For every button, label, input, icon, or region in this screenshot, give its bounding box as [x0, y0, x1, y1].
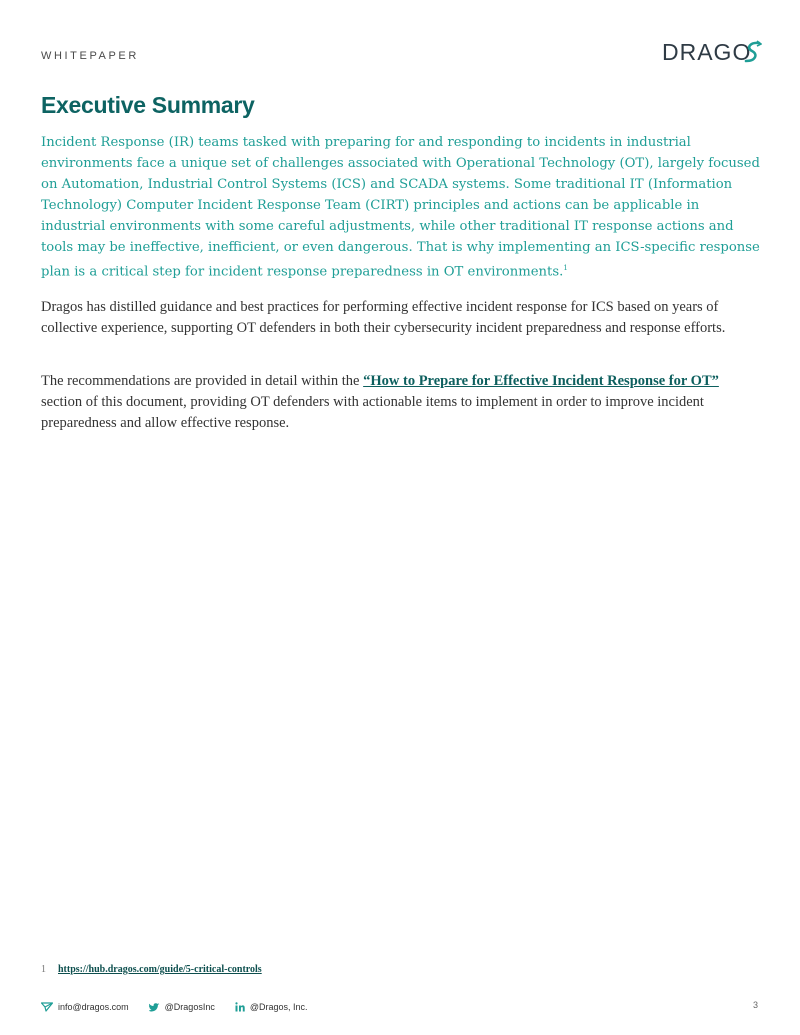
twitter-text: @DragosInc: [164, 1002, 215, 1012]
dragos-logo: [662, 38, 762, 66]
document-type-label: WHITEPAPER: [41, 50, 139, 62]
lead-text: Incident Response (IR) teams tasked with preparing for and responding to incidents in industrial environments face a unique set of challenges associated with Operational Technology (OT), largely focused on Automation, Industrial Control Systems (ICS) and SCADA systems. Some traditional IT (Information Technology) Computer Incident Response Team (CIRT) principles and actions can be applicable in industrial environments with some careful adjustments, while other traditional IT response actions and tools may be ineffective, inefficient, or even dangerous. That is why implementing an ICS-specific response plan is a critical step for incident response preparedness in OT environments.: [41, 135, 760, 280]
page-title: Executive Summary: [41, 92, 255, 118]
footnote: [41, 964, 262, 975]
lead-paragraph: [41, 132, 761, 282]
footer-twitter[interactable]: [149, 1002, 215, 1012]
linkedin-text: @Dragos, Inc.: [249, 1002, 308, 1012]
p2-text-after: section of this document, providing OT defenders with actionable items to implement in order to improve incident preparedness and allow effective response.: [41, 394, 704, 431]
p2-text-before: The recommendations are provided in detail within the: [41, 373, 364, 389]
footer-email[interactable]: [41, 1002, 129, 1012]
body-paragraph-2: [41, 371, 756, 434]
send-icon: [41, 1002, 53, 1012]
dragos-logo-mark-icon: [744, 40, 762, 64]
footnote-reference[interactable]: 1: [563, 264, 568, 272]
linkedin-icon: [235, 1002, 245, 1012]
twitter-icon: [149, 1003, 160, 1012]
email-text: info@dragos.com: [58, 1002, 129, 1012]
footer-contacts: [41, 1000, 327, 1014]
logo-text: DRAGO: [662, 39, 751, 65]
section-link[interactable]: “How to Prepare for Effective Incident Response for OT”: [363, 373, 719, 389]
body-paragraph-1: Dragos has distilled guidance and best practices for performing effective incident response for ICS based on years of collective experience, supporting OT defenders in both their cybersecurity incident preparedness and response efforts.: [41, 299, 726, 336]
footnote-number: 1: [41, 964, 46, 975]
footnote-link[interactable]: https://hub.dragos.com/guide/5-critical-controls: [58, 964, 262, 975]
page-number: 3: [752, 1000, 758, 1010]
footer-linkedin[interactable]: [235, 1002, 308, 1012]
